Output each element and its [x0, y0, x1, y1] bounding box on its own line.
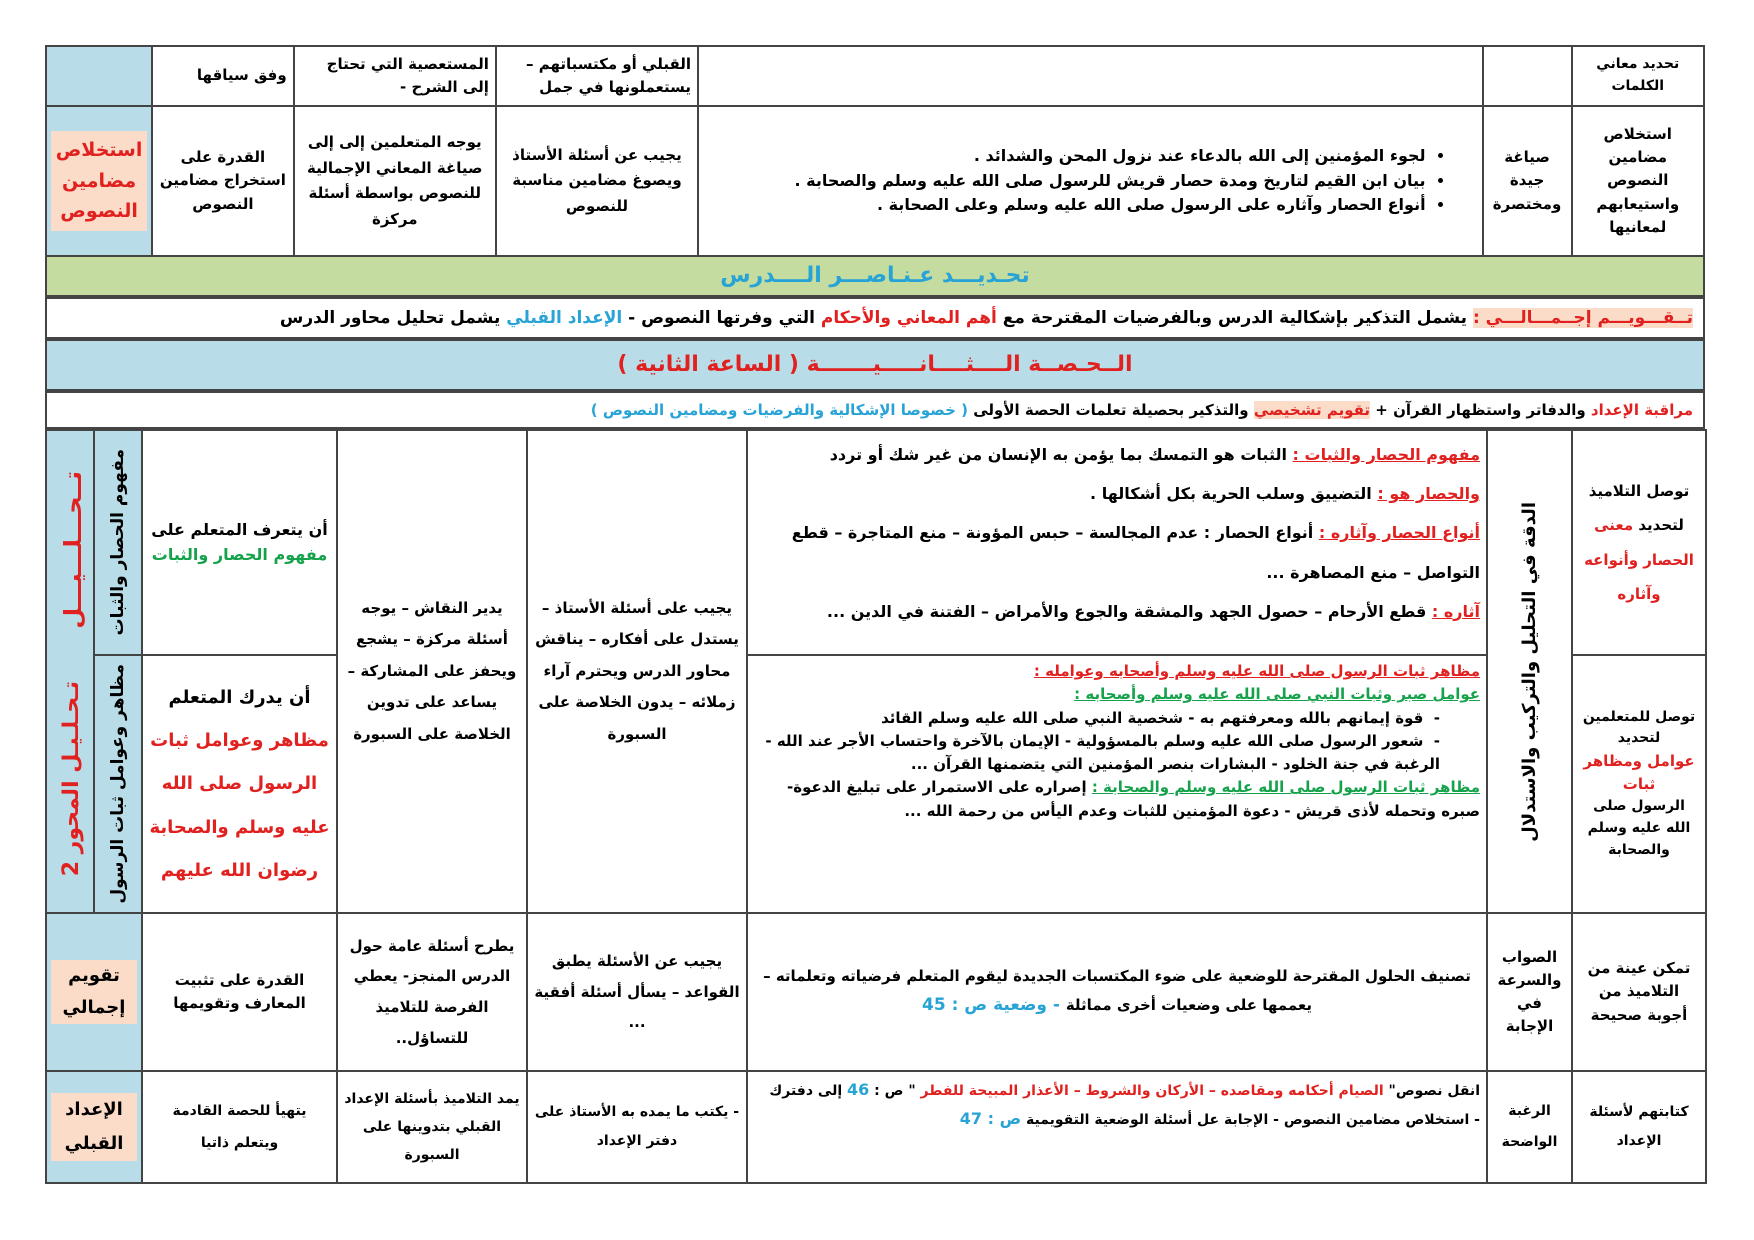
prep-indicator: كتابتهم لأسئلة الإعداد [1572, 1071, 1706, 1183]
extract-bullet: • بيان ابن القيم لتاريخ ومدة حصار قريش للرسول صلى الله عليه وسلم والصحابة . [705, 169, 1426, 194]
axis2-content [747, 655, 1487, 913]
monitoring-e: ( خصوصا الإشكالية والفرضيات ومضامين النصوص ) [590, 401, 968, 419]
effects-key: آثاره : [1431, 601, 1480, 621]
overall-eval-highlight: أهم المعاني والأحكام [820, 308, 997, 328]
prep-content [747, 1071, 1487, 1183]
overall-eval-band [45, 297, 1705, 339]
analysis-learner: يجيب على أسئلة الأستاذ – يستدل على أفكاره – يناقش محاور الدرس ويحترم آراء زملائه – يدون الخلاصة على السبورة [527, 430, 747, 913]
axis1-cell [94, 430, 142, 655]
extract-goal: القدرة على استخراج مضامين النصوص [152, 106, 294, 256]
concept-value: الثبات هو التمسك بما يؤمن به الإنسان من غير شك أو تردد [829, 445, 1287, 464]
axis1-content [747, 430, 1487, 655]
axis1-indicator-b: معنى الحصار وأنواعه وآثاره [1584, 516, 1694, 603]
effects-value: قطع الأرحام – حصول الجهد والمشقة والجوع والأمراض – الفتنة في الدين ... [826, 601, 1427, 621]
axis2-goal [142, 655, 337, 913]
axis2-label: مظاهر وعوامل ثبات الرسول [107, 664, 128, 904]
axis2-indicator-c: الرسول صلى الله عليه وسلم والصحابة [1587, 798, 1691, 858]
axis2-goal-a: أن يدرك المتعلم [168, 687, 311, 709]
extract-learner: يجيب عن أسئلة الأستاذ ويصوغ مضامين مناسبة للنصوص [496, 106, 698, 256]
prep-learner: - يكتب ما يمده به الأستاذ على دفتر الإعداد [527, 1071, 747, 1183]
prep-text1: انقل نصوص" [1383, 1083, 1480, 1099]
prep-label: الإعداد القبلي [51, 1093, 137, 1161]
axis1-indicator [1572, 430, 1706, 655]
axis1-goal [142, 430, 337, 655]
evaluation-criteria: الصواب والسرعة في الإجابة [1487, 913, 1572, 1071]
prep-label-cell [46, 1071, 142, 1183]
second-session-band [45, 339, 1705, 391]
main-table [45, 429, 1707, 1184]
factors-item: - قوة إيمانهم بالله ومعرفتهم به - شخصية النبي صلى الله عليه وسلم القائد [881, 708, 1440, 727]
prep-text2: " ص : [869, 1083, 921, 1099]
steadfastness-text: إصراره على الاستمرار على تبليغ الدعوة- صبره وتحمله لأذى قريش - دعوة المؤمنين للثبات وعدم اليأس من رحمة الله ... [787, 778, 1480, 820]
monitoring-d: والتذكير بحصيلة تعلمات الحصة الأولى [967, 401, 1254, 419]
top-row1-label [46, 46, 152, 106]
analysis-criteria: الدقة في التحليل والتركيب والاستدلال [1518, 501, 1540, 842]
extract-criteria: صياغة جيدة ومختصرة [1483, 106, 1572, 256]
monitoring-b: والدفاتر واستظهار القرآن + [1370, 401, 1591, 419]
axis1-goal-b: مفهوم الحصار والثبات [151, 544, 328, 564]
siege-key: والحصار هو : [1377, 484, 1480, 504]
monitoring-c: تقويم تشخيصي [1253, 401, 1371, 419]
axis2-indicator-a: توصل للمتعلمين لتحديد [1582, 708, 1696, 747]
extract-bullet: • أنواع الحصار وآثاره على الرسول صلى الله عليه وسلم وعلى الصحابة . [705, 193, 1426, 218]
analysis-teacher: يدير النقاش – يوجه أسئلة مركزة – يشجع ويحفز على المشاركة – يساعد على تدوين الخلاصة على السبورة [337, 430, 527, 913]
top-row1-criteria [1483, 46, 1572, 106]
top-row1-content [698, 46, 1483, 106]
analysis-criteria-cell [1487, 430, 1572, 913]
monitoring-a: مراقبة الإعداد [1590, 401, 1693, 419]
prep-text4: - استخلاص مضامين النصوص - الإجابة عل أسئلة الوضعية التقويمية [1021, 1111, 1480, 1128]
factors-item-text: قوة إيمانهم بالله ومعرفتهم به - شخصية النبي صلى الله عليه وسلم القائد [881, 708, 1424, 727]
types-value: أنواع الحصار : عدم المجالسة – حبس المؤونة – منع المتاجرة – قطع التواصل – منع المصاهرة ... [791, 523, 1480, 582]
prep-teacher: يمد التلاميذ بأسئلة الإعداد القبلي بتدوينها على السبورة [337, 1071, 527, 1183]
lesson-elements-band [45, 255, 1705, 297]
top-row1-goal: وفق سياقها [152, 46, 294, 106]
types-key: أنواع الحصار وآثاره : [1318, 523, 1480, 543]
evaluation-label-cell [46, 913, 142, 1071]
prep-lesson-titles: الصيام أحكامه ومقاصده – الأركان والشروط – الأعذار المبيحة للفطر [920, 1083, 1384, 1099]
top-row1-indicator: تحديد معاني الكلمات [1572, 46, 1704, 106]
axis2-goal-b: مظاهر وعوامل ثبات الرسول صلى الله عليه وسلم والصحابة رضوان الله عليهم [149, 730, 330, 881]
siege-value: التضييق وسلب الحرية بكل أشكالها . [1090, 484, 1372, 504]
overall-eval-text1: يشمل التذكير بإشكالية الدرس وبالفرضيات المقترحة مع [996, 308, 1473, 328]
prep-goal: يتهيأ للحصة القادمة ويتعلم ذاتيا [142, 1071, 337, 1183]
top-table [45, 45, 1705, 257]
extract-indicator: استخلاص مضامين النصوص واستيعابهم لمعانيها [1572, 106, 1704, 256]
analysis-outer-label: تــحـــلـــيـــل [59, 471, 87, 629]
extract-contents-label: استخلاص مضامين النصوص [51, 131, 147, 230]
overall-eval-prep: الإعداد القبلي [506, 308, 623, 328]
extract-bullet: • لجوء المؤمنين إلى الله بالدعاء عند نزول المحن والشدائد . [705, 144, 1426, 169]
analysis-outer-cell [46, 430, 94, 913]
overall-eval-text2: التي وفرتها النصوص - [622, 308, 821, 328]
prep-criteria: الرغبة الواضحة [1487, 1071, 1572, 1183]
prep-page-47: ص : 47 [959, 1108, 1022, 1128]
prep-text3: إلى دفترك [769, 1083, 847, 1099]
factors-item-text: شعور الرسول صلى الله عليه وسلم بالمسؤولية - الإيمان بالآخرة واحتساب الأجر عند الله - الرغبة في جنة الخلود - البشارات بنصر المؤمنين التي يتضمنها القرآن ... [765, 731, 1440, 773]
extract-content [698, 106, 1483, 256]
prep-page-46: 46 [847, 1080, 870, 1099]
top-row1-learner: القبلي أو مكتسباتهم – يستعملونها في جمل [496, 46, 698, 106]
analysis-outer-label2: تـحـلـيـل المحور 2 [59, 681, 84, 877]
manifestations-heading: مظاهر ثبات الرسول صلى الله عليه وسلم وأصحابه وعوامله : [1033, 662, 1480, 680]
evaluation-learner: يجيب عن الأسئلة يطبق القواعد – يسأل أسئلة أفقية ... [527, 913, 747, 1071]
evaluation-content-a: تصنيف الحلول المقترحة للوضعية على ضوء المكتسبات الجديدة ليقوم المتعلم فرضياته وتعلماته – يعممها على وضعيات أخرى مماثلة [763, 967, 1471, 1015]
factors-item: - شعور الرسول صلى الله عليه وسلم بالمسؤولية - الإيمان بالآخرة واحتساب الأجر عند الله - الرغبة في جنة الخلود - البشارات بنصر المؤمنين التي يتضمنها القرآن ... [765, 731, 1440, 773]
evaluation-indicator: تمكن عينة من التلاميذ من أجوبة صحيحة [1572, 913, 1706, 1071]
concept-key: مفهوم الحصار والثبات : [1292, 445, 1480, 464]
factors-heading: عوامل صبر وثبات النبي صلى الله عليه وسلم وأصحابه : [1074, 685, 1480, 704]
axis1-indicator-a: توصل التلاميذ لتحديد [1588, 481, 1690, 534]
evaluation-content-b: - وضعية ص : 45 [922, 995, 1066, 1016]
second-session-title: الــحـصــة الــــثــــانـــــيـــــــة ( الساعة الثانية ) [617, 352, 1133, 377]
extract-bullets [705, 144, 1452, 218]
lesson-elements-title: تحـديـــد عـنـاصـــر الــــدرس [720, 263, 1030, 288]
overall-eval-title: تــقـــويـــم إجــمـــالـــي : [1472, 308, 1693, 328]
overall-eval-text3: يشمل تحليل محاور الدرس [279, 308, 507, 328]
axis2-cell [94, 655, 142, 913]
evaluation-goal: القدرة على تثبيت المعارف وتقويمها [142, 913, 337, 1071]
evaluation-content [747, 913, 1487, 1071]
monitoring-band [45, 391, 1705, 429]
steadfastness-heading: مظاهر ثبات الرسول صلى الله عليه وسلم والصحابة : [1091, 778, 1480, 797]
extract-teacher: يوجه المتعلمين إلى إلى صياغة المعاني الإجمالية للنصوص بواسطة أسئلة مركزة [294, 106, 496, 256]
evaluation-teacher: يطرح أسئلة عامة حول الدرس المنجز- يعطي الفرصة للتلاميذ للتساؤل.. [337, 913, 527, 1071]
evaluation-label: تقويم إجمالي [51, 960, 137, 1025]
axis2-indicator-b: عوامل ومظاهر ثبات [1583, 751, 1695, 794]
top-row1-teacher: المستعصية التي تحتاج إلى الشرح - [294, 46, 496, 106]
axis1-label: مفهوم الحصار والثبات [107, 449, 128, 636]
axis2-indicator [1572, 655, 1706, 913]
axis1-goal-a: أن يتعرف المتعلم على [151, 519, 328, 539]
